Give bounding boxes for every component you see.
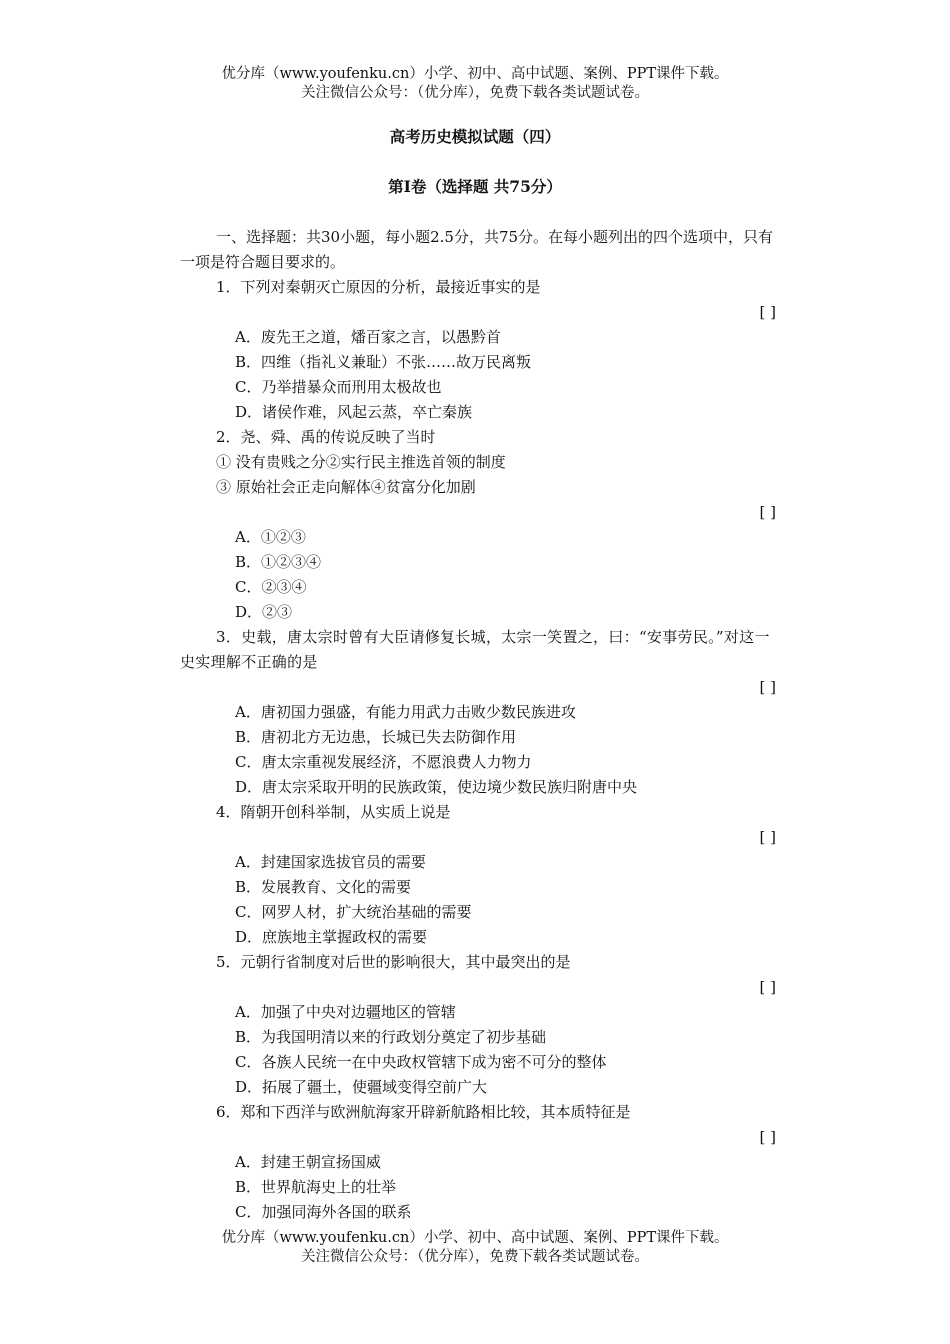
- option-d: D．拓展了疆土，使疆域变得空前广大: [235, 1078, 488, 1096]
- option-d: D．唐太宗采取开明的民族政策，使边境少数民族归附唐中央: [235, 778, 638, 796]
- question-stem: 6．郑和下西洋与欧洲航海家开辟新航路相比较，其本质特征是: [216, 1103, 631, 1121]
- question-stem: 5．元朝行省制度对后世的影响很大，其中最突出的是: [216, 953, 571, 971]
- option-c: C．唐太宗重视发展经济，不愿浪费人力物力: [235, 753, 532, 771]
- option-c: C．乃举措暴众而刑用太极故也: [235, 378, 442, 396]
- question-1: [180, 275, 780, 425]
- question-4: [180, 800, 780, 950]
- option-b: B．①②③④: [235, 553, 322, 571]
- question-stem: 1．下列对秦朝灭亡原因的分析，最接近事实的是: [216, 278, 541, 296]
- option-c: C．网罗人材，扩大统治基础的需要: [235, 903, 472, 921]
- option-a: A．加强了中央对边疆地区的管辖: [235, 1003, 456, 1021]
- option-d: D．②③: [235, 603, 293, 621]
- instructions: 一、选择题：共30小题，每小题2.5分，共75分。在每小题列出的四个选项中，只有一项是符合题目要求的。: [180, 228, 774, 271]
- option-a: A．①②③: [235, 528, 306, 546]
- answer-bracket: [ ]: [759, 978, 776, 996]
- statement-line-1: ① 没有贵贱之分②实行民主推选首领的制度: [216, 453, 506, 471]
- option-c: C．各族人民统一在中央政权管辖下成为密不可分的整体: [235, 1053, 607, 1071]
- question-stem: 3．史载，唐太宗时曾有大臣请修复长城，太宗一笑置之，曰：“安事劳民。”对这一史实理解不正确的是: [180, 628, 770, 671]
- page-title: 高考历史模拟试题（四）: [389, 127, 561, 146]
- question-2: [180, 425, 780, 625]
- banner-line-1: 优分库（www.youfenku.cn）小学、初中、高中试题、案例、PPT课件下载。: [221, 66, 729, 82]
- option-c: C．②③④: [235, 578, 307, 596]
- banner-line-2: 关注微信公众号：（优分库），免费下载各类试题试卷。: [301, 85, 649, 101]
- exam-content: [180, 225, 780, 1225]
- option-b: B．四维（指礼义兼耻）不张……故万民离叛: [235, 353, 532, 371]
- question-6: [180, 1100, 780, 1225]
- banner-line-2: 关注微信公众号：（优分库），免费下载各类试题试卷。: [301, 1249, 649, 1265]
- option-c: C．加强同海外各国的联系: [235, 1203, 412, 1221]
- option-a: A．封建王朝宣扬国威: [235, 1153, 381, 1171]
- option-d: D．诸侯作难，风起云蒸，卒亡秦族: [235, 403, 473, 421]
- question-stem: 4．隋朝开创科举制，从实质上说是: [216, 803, 451, 821]
- answer-bracket: [ ]: [759, 828, 776, 846]
- option-b: B．世界航海史上的壮举: [235, 1178, 397, 1196]
- answer-bracket: [ ]: [759, 678, 776, 696]
- option-a: A．废先王之道，燔百家之言，以愚黔首: [235, 328, 501, 346]
- option-d: D．庶族地主掌握政权的需要: [235, 928, 428, 946]
- answer-bracket: [ ]: [759, 303, 776, 321]
- section-title: 第Ⅰ卷（选择题 共75分）: [388, 177, 562, 196]
- option-b: B．唐初北方无边患，长城已失去防御作用: [235, 728, 517, 746]
- option-b: B．发展教育、文化的需要: [235, 878, 412, 896]
- statement-line-2: ③ 原始社会正走向解体④贫富分化加剧: [216, 478, 476, 496]
- answer-bracket: [ ]: [759, 1128, 776, 1146]
- bottom-banner: [0, 1229, 950, 1267]
- question-5: [180, 950, 780, 1100]
- option-a: A．封建国家选拔官员的需要: [235, 853, 426, 871]
- question-3: [180, 625, 780, 800]
- option-a: A．唐初国力强盛，有能力用武力击败少数民族进攻: [235, 703, 576, 721]
- option-b: B．为我国明清以来的行政划分奠定了初步基础: [235, 1028, 547, 1046]
- question-stem: 2．尧、舜、禹的传说反映了当时: [216, 428, 436, 446]
- answer-bracket: [ ]: [759, 503, 776, 521]
- banner-line-1: 优分库（www.youfenku.cn）小学、初中、高中试题、案例、PPT课件下载。: [221, 1230, 729, 1246]
- top-banner: [0, 65, 950, 103]
